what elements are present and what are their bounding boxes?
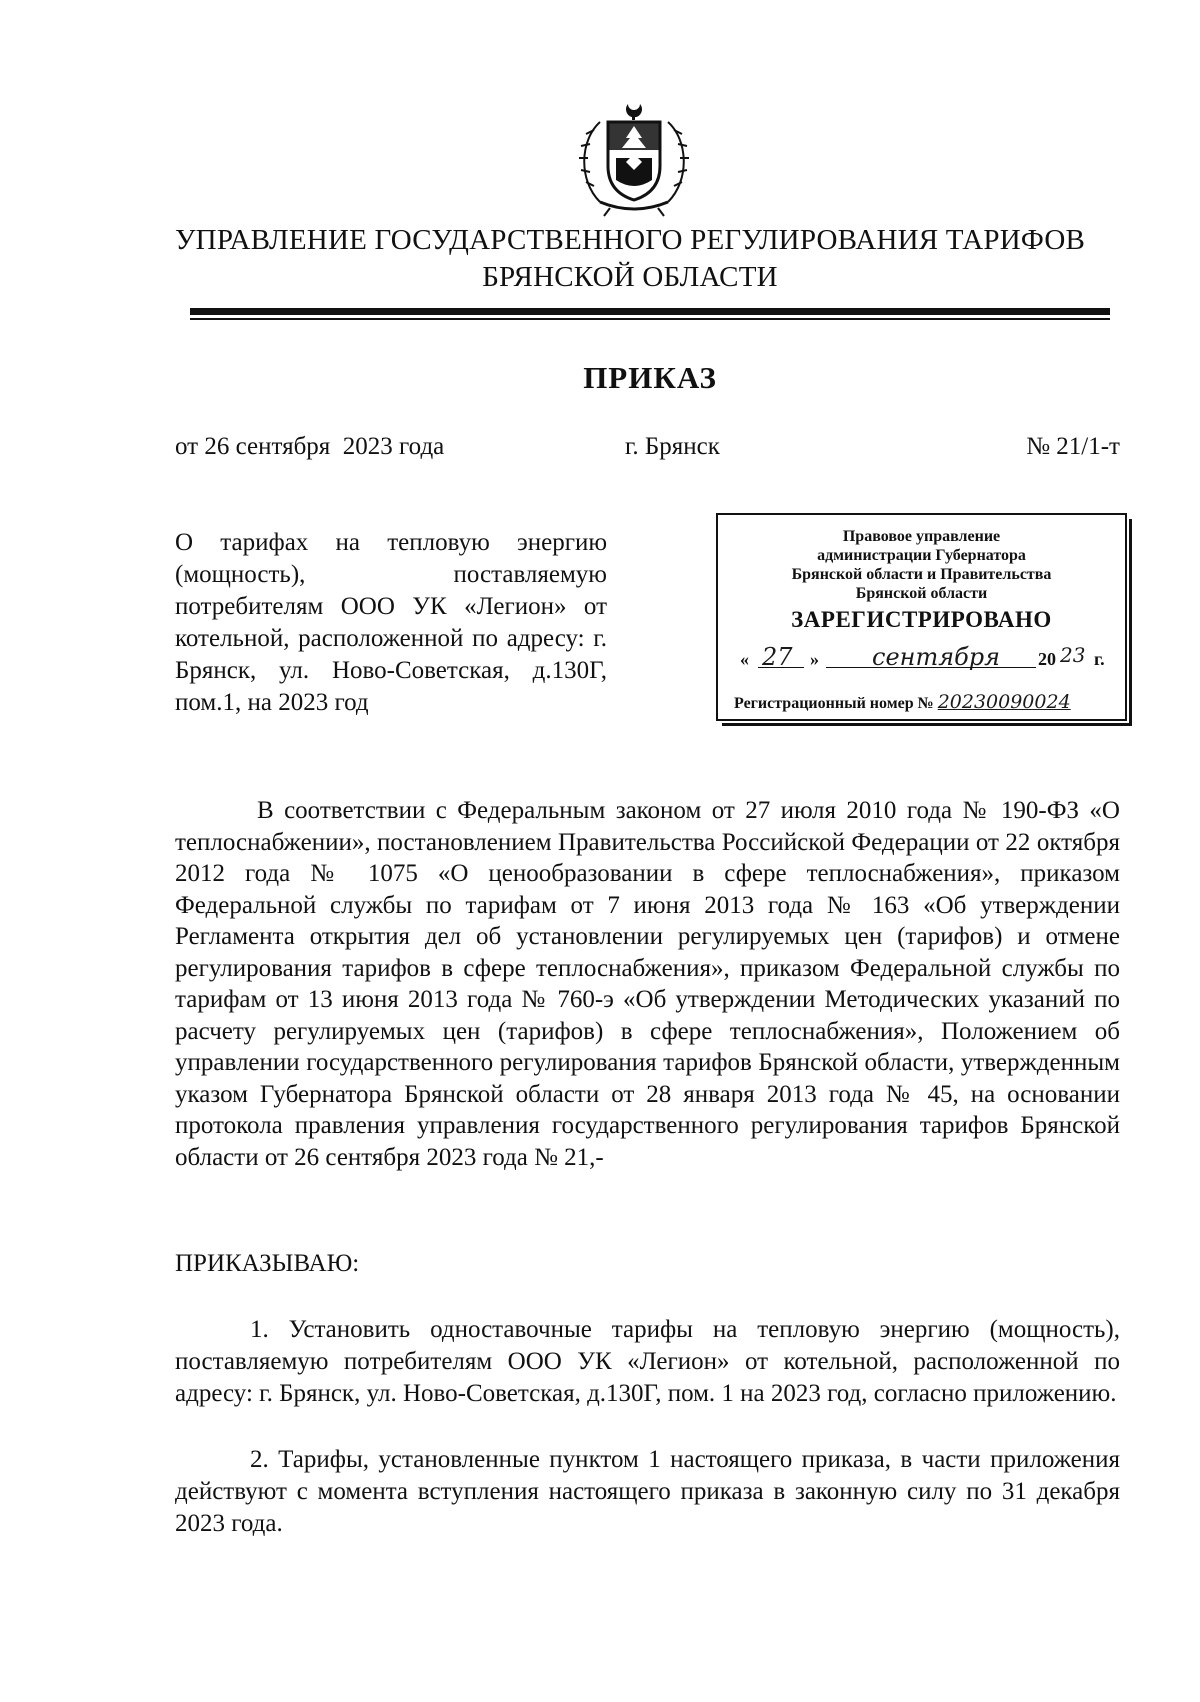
document-subject: О тарифах на тепловую энергию (мощность), поставляемую потребителям ООО УК «Легион» от котельной, расположенной по адресу: г. Брянск, ул. Ново-Советская, д.130Г, пом.1, на 2023 год [175,529,607,716]
stamp-registered: ЗАРЕГИСТРИРОВАНО [791,607,1052,632]
stamp-date [740,643,1120,675]
stamp-quote-close: » [810,649,819,669]
organization-name-line2: БРЯНСКОЙ ОБЛАСТИ [482,261,778,293]
stamp-month: сентября [872,643,1001,671]
order-item-1: 1. Установить одноставочные тарифы на тепловую энергию (мощность), поставляемую потребителям ООО УК «Легион» от котельной, расположенной по адресу: г. Брянск, ул. Ново-Советская, д.130Г, пом. 1 на 2023 год, согласно приложению. [175,1316,1120,1407]
document-date: от 26 сентября 2023 года [175,433,445,460]
organization-name [150,222,1110,296]
stamp-line-2: администрации Губернатора [817,547,1026,564]
stamp-line-1: Правовое управление [842,528,1001,545]
preamble-paragraph: В соответствии с Федеральным законом от 27 июля 2010 года № 190-ФЗ «О теплоснабжении», постановлением Правительства Российской Федерации от 22 октября 2012 года № 1075 «О ценообразовании в сфере теплоснабжения», приказом Федеральной службы по тарифам от 7 июня 2013 года № 163 «Об утверждении Регламента открытия дел об установлении регулируемых цен (тарифов) и отмене регулирования тарифов в сфере теплоснабжения», приказом Федеральной службы по тарифам от 13 июня 2013 года № 760-э «Об утверждении Методических указаний по расчету регулируемых цен (тарифов) в сфере теплоснабжения», Положением об управлении государственного регулирования тарифов Брянской области, утвержденным указом Губернатора Брянской области от 28 января 2013 года № 45, на основании протокола правления управления государственного регулирования тарифов Брянской области от 26 сентября 2023 года № 21,- [175,797,1120,1171]
stamp-line-3: Брянской области и Правительства [791,566,1052,583]
document-title: ПРИКАЗ [583,360,717,395]
stamp-quote-open: « [740,649,749,669]
coat-of-arms-icon [570,100,698,218]
document-meta [175,430,1120,464]
stamp-day: 27 [762,643,793,671]
order-keyword: ПРИКАЗЫВАЮ: [175,1250,360,1277]
registration-stamp [716,513,1127,721]
document-number: № 21/1-т [1026,433,1120,460]
header-divider-thin [190,318,1110,320]
organization-name-line1: УПРАВЛЕНИЕ ГОСУДАРСТВЕННОГО РЕГУЛИРОВАНИЯ ТАРИФОВ [174,224,1086,256]
stamp-reg-number: 20230090024 [937,691,1071,713]
stamp-line-4: Брянской области [855,585,988,602]
stamp-registration-number [734,691,1129,713]
order-item-2: 2. Тарифы, установленные пунктом 1 настоящего приказа, в части приложения действуют с момента вступления настоящего приказа в законную силу по 31 декабря 2023 года. [175,1446,1120,1537]
document-city: г. Брянск [625,433,720,460]
stamp-reg-label: Регистрационный номер № [734,695,934,712]
stamp-year-prefix: 20 [1038,649,1056,669]
header-divider-thick [190,308,1110,315]
stamp-year-suffix: 23 [1060,643,1086,667]
stamp-year-unit: г. [1094,649,1105,669]
